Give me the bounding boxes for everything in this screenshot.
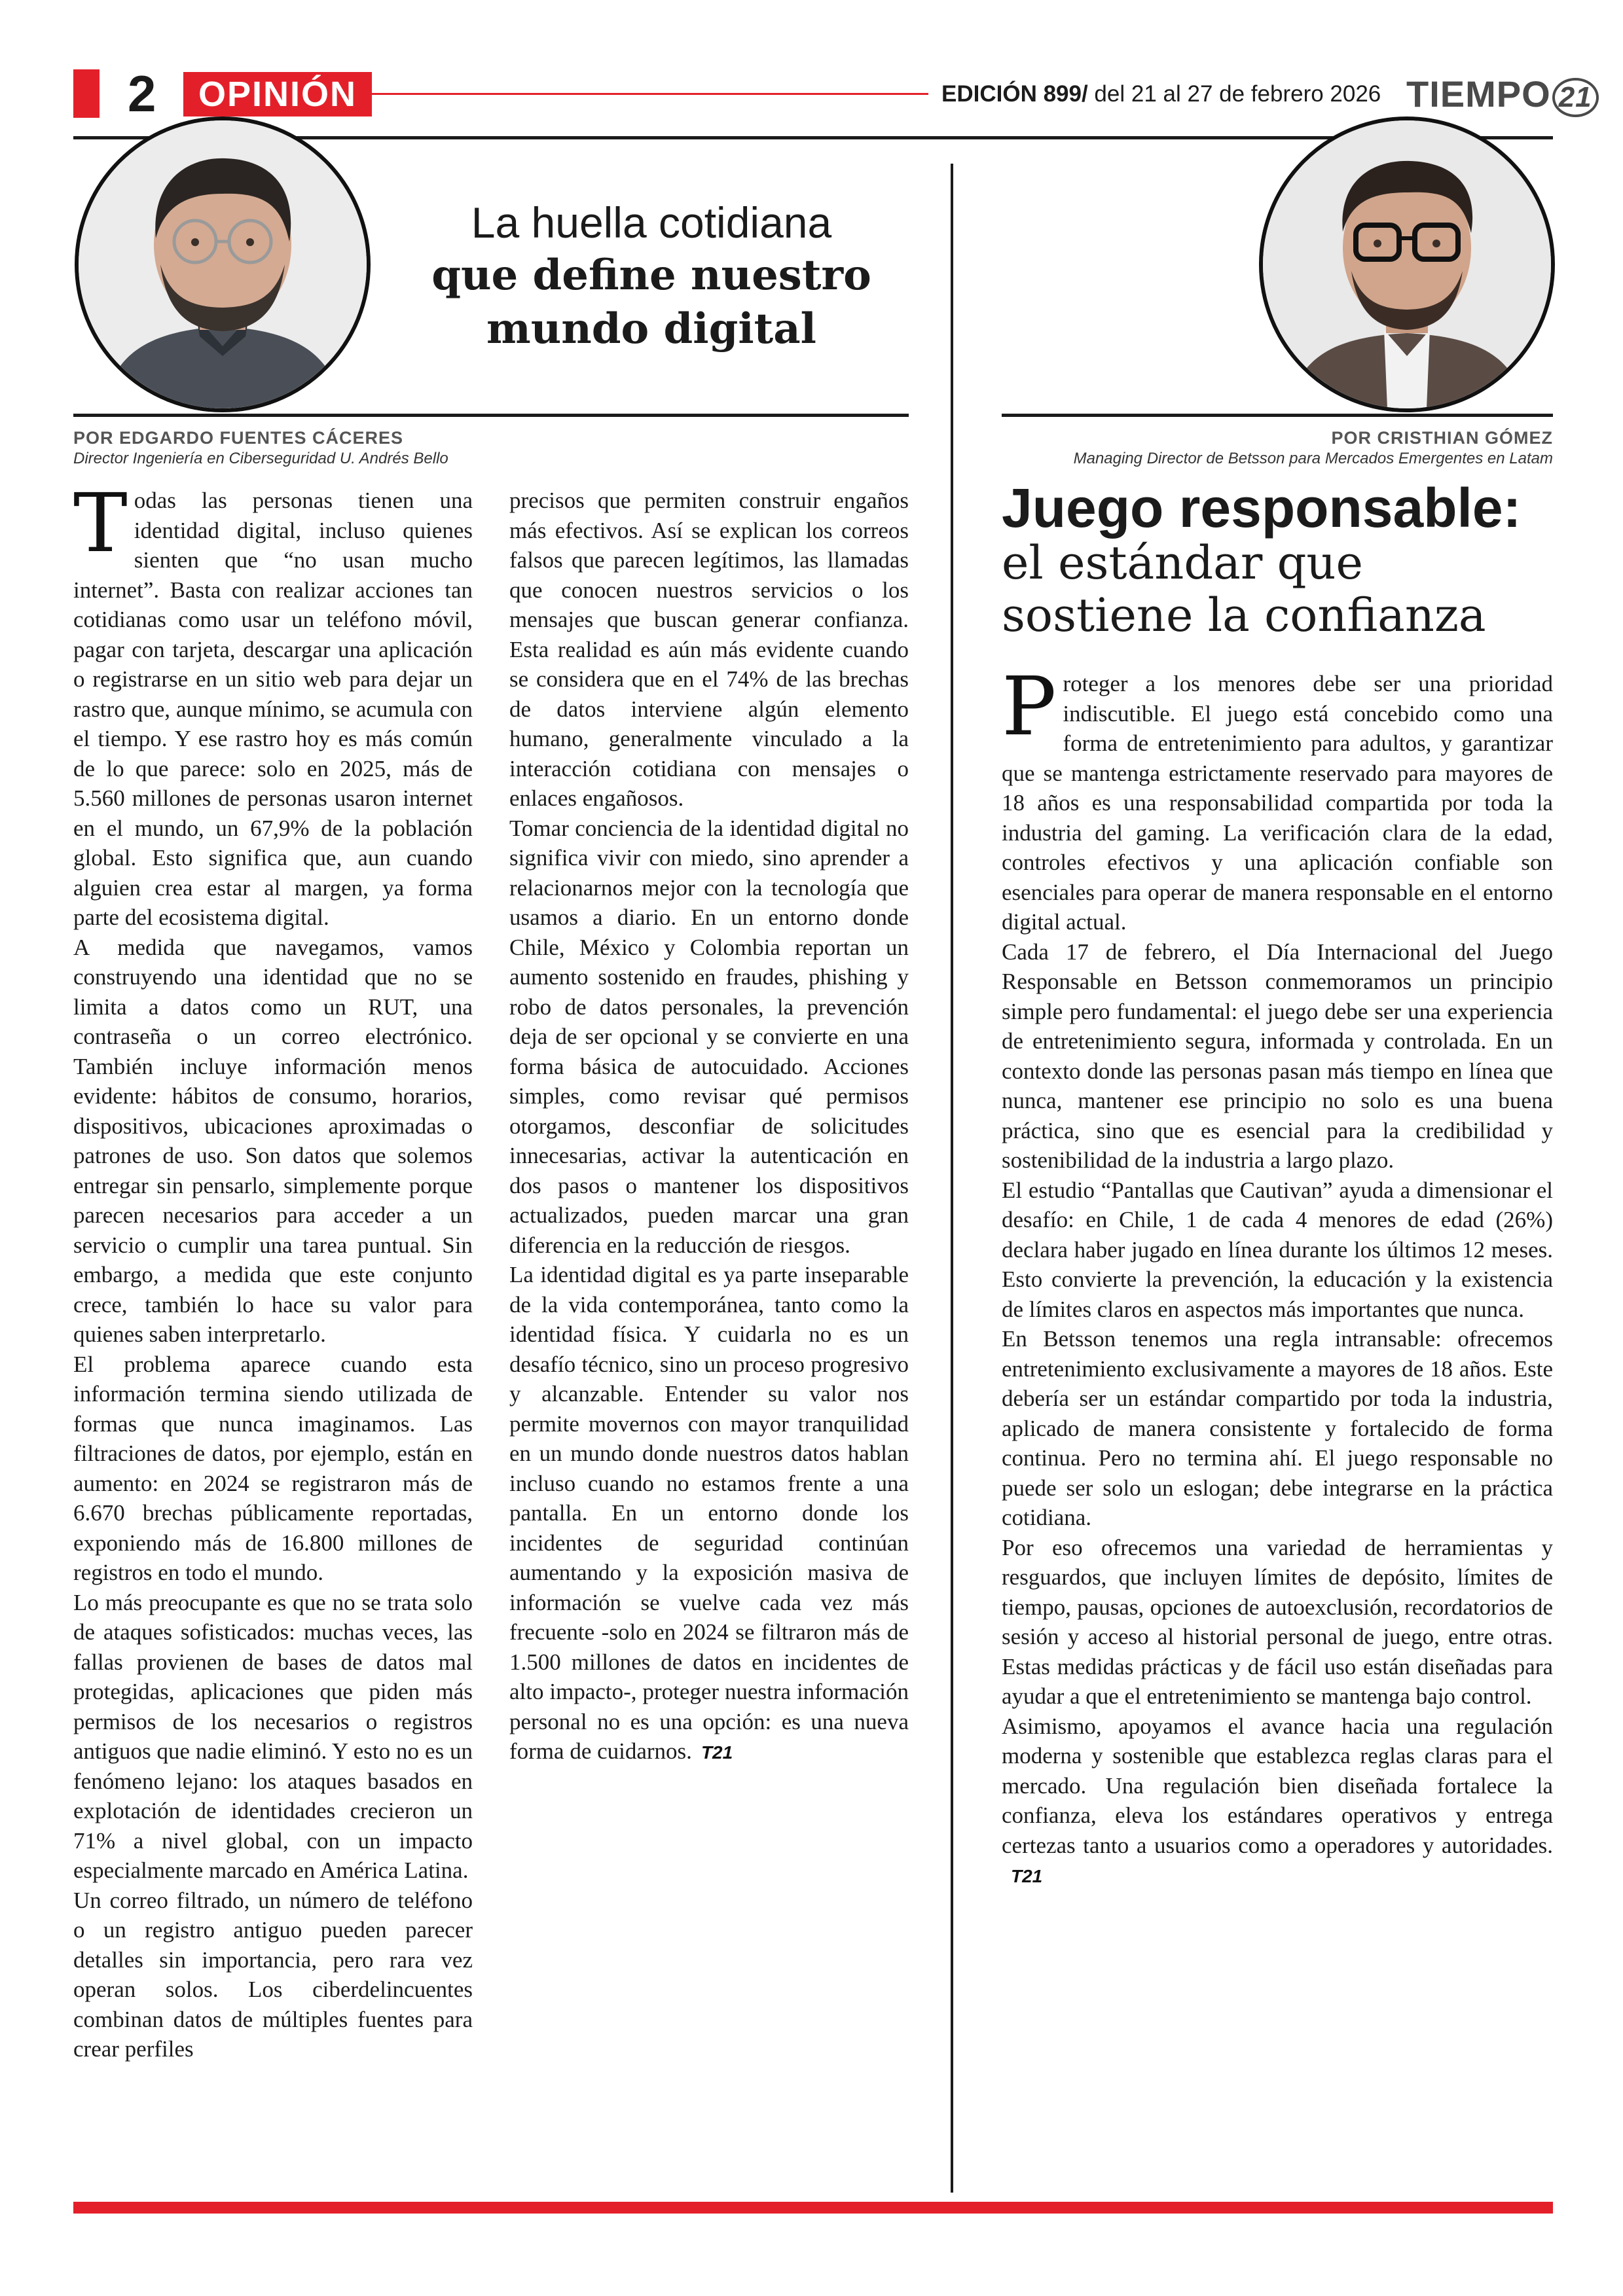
end-mark-icon: T21 xyxy=(701,1742,733,1763)
right-article-body xyxy=(1002,660,1553,1890)
drop-cap: T xyxy=(73,476,128,571)
article-paragraph: A medida que navegamos, vamos construyendo una identidad que no se limita a datos como un RUT, una contraseña o un correo electrónico. También incluye información menos evidente: hábitos de consumo, horarios, dispositivos, ubicaciones aproximadas o patrones de uso. Son datos que solemos entregar sin pensarlo, simplemente porque parecen necesarios para acceder a un servicio o cumplir una tarea puntual. Sin embargo, a medida que este conjunto crece, también lo hace su valor para quienes saben interpretarlo. xyxy=(73,934,473,1347)
article-paragraph: En Betsson tenemos una regla intransable: ofrecemos entretenimiento exclusivamente a mayores de 18 años. Este debería ser un estándar compartido por toda la industria, aplicado de manera consistente y fortalecido de forma continua. Pero no termina ahí. El juego responsable no puede ser solo un eslogan; debe integrarse en la práctica cotidiana. xyxy=(1002,1326,1553,1530)
edition-number: EDICIÓN 899/ xyxy=(941,81,1088,107)
drop-cap: P xyxy=(1002,660,1057,754)
person-illustration-icon xyxy=(1263,120,1551,408)
left-article-column-1 xyxy=(73,476,473,2064)
header-accent-line xyxy=(372,93,928,95)
article-paragraph: El estudio “Pantallas que Cautivan” ayuda a dimensionar el desafío: en Chile, 1 de cada 4 menores de edad (26%) declara haber jugado en línea durante los últimos 12 meses. Esto convierte la prevención, la educación y la existencia de límites claros en aspectos más importantes que nunca. xyxy=(1002,1177,1553,1322)
right-author-role: Managing Director de Betsson para Mercados Emergentes en Latam xyxy=(1073,450,1553,467)
left-author-name: POR EDGARDO FUENTES CÁCERES xyxy=(73,428,404,448)
author-portrait-left xyxy=(75,117,371,412)
article-paragraph: El problema aparece cuando esta información termina siendo utilizada de formas que nunca imaginamos. Las filtraciones de datos, por ejemplo, están en aumento: en 2024 se registraron más de 6.670 brechas públicamente reportadas, exponiendo más de 16.800 millones de registros en todo el mundo. xyxy=(73,1351,473,1585)
article-paragraph: Todas las personas tienen una identidad digital, incluso quienes sienten que “no usan mucho internet”. Basta con realizar acciones tan cotidianas como usar un teléfono móvil, pagar con tarjeta, descargar una aplicación o registrarse en un sitio web para dejar un rastro que, aunque mínimo, se acumula con el tiempo. Y ese rastro hoy es más común de lo que parece: solo en 2025, más de 5.560 millones de personas usaron internet en el mundo, un 67,9% de la población global. Esto significa que, aun cuando alguien crea estar al margen, ya forma parte del ecosistema digital. xyxy=(73,476,473,930)
person-illustration-icon xyxy=(79,120,367,408)
right-byline-rule xyxy=(1002,414,1553,417)
brand-name: TIEMPO xyxy=(1406,73,1551,115)
column-divider xyxy=(951,164,953,2193)
left-article-title-bold: que define nuestro mundo digital xyxy=(431,251,871,353)
end-mark-icon: T21 xyxy=(1011,1866,1043,1886)
right-author-name: POR CRISTHIAN GÓMEZ xyxy=(1331,428,1553,448)
section-label: OPINIÓN xyxy=(183,72,372,117)
left-article-column-2 xyxy=(509,486,909,1767)
left-author-role: Director Ingeniería en Ciberseguridad U. Andrés Bello xyxy=(73,450,448,467)
footer-rule xyxy=(73,2202,1553,2214)
article-paragraph: Asimismo, apoyamos el avance hacia una regulación moderna y sostenible que establezca reglas claras para el mercado. Una regulación bien diseñada fortalece la confianza, eleva los estándares operativos y entrega certezas tanto a usuarios como a operadores y autoridades.T21 xyxy=(1002,1713,1553,1886)
right-article-title-bold: Juego responsable: xyxy=(1002,477,1522,539)
brand-number: 21 xyxy=(1552,78,1599,117)
edition-dates: del 21 al 27 de febrero 2026 xyxy=(1087,81,1381,107)
article-paragraph: Un correo filtrado, un número de teléfono o un registro antiguo pueden parecer detalles sin importancia, pero rara vez operan solos. Los ciberdelincuentes combinan datos de múltiples fuentes para crear perfiles xyxy=(73,1887,473,2062)
page-number-marker xyxy=(73,69,100,118)
article-paragraph: Lo más preocupante es que no se trata solo de ataques sofisticados: muchas veces, las fallas provienen de bases de datos mal protegidas, aplicaciones que piden más permisos de los necesarios o registros antiguos que nadie eliminó. Y esto no es un fenómeno lejano: los ataques basados en explotación de identidades crecieron un 71% a nivel global, con un impacto especialmente marcado en América Latina. xyxy=(73,1589,473,1883)
article-paragraph: Por eso ofrecemos una variedad de herramientas y resguardos, que incluyen límites de depósito, límites de tiempo, pausas, opciones de autoexclusión, recordatorios de sesión y acceso al historial personal de juego, entre otras. Estas medidas prácticas y de fácil uso están diseñadas para ayudar a que el entretenimiento se mantenga bajo control. xyxy=(1002,1534,1553,1709)
author-portrait-right xyxy=(1259,117,1555,412)
left-article-title-light: La huella cotidiana xyxy=(471,198,832,247)
edition-info xyxy=(941,80,1381,109)
page-number: 2 xyxy=(128,65,156,122)
article-paragraph: Proteger a los menores debe ser una prioridad indiscutible. El juego está concebido como una forma de entretenimiento para adultos, y garantizar que se mantenga estrictamente reservado para mayores de 18 años es una responsabilidad compartida por toda la industria del gaming. La verificación clara de la edad, controles efectivos y una aplicación confiable son esenciales para operar de manera responsable en el entorno digital actual. xyxy=(1002,660,1553,935)
article-paragraph: La identidad digital es ya parte inseparable de la vida contemporánea, tanto como la identidad física. Y cuidarla no es un desafío técnico, sino un proceso progresivo y alcanzable. Entender su valor nos permite movernos con mayor tranquilidad en un mundo donde nuestros datos hablan incluso cuando no estamos frente a una pantalla. En un entorno donde los incidentes de seguridad continúan aumentando y la exposición masiva de información se vuelve cada vez más frecuente -solo en 2024 se filtraron más de 1.500 millones de datos en incidentes de alto impacto-, proteger nuestra información personal no es una opción: es una nueva forma de cuidarnos. T21 xyxy=(509,1262,909,1764)
article-paragraph: Cada 17 de febrero, el Día Internacional del Juego Responsable en Betsson conmemoramos un principio simple pero fundamental: el juego debe ser una experiencia de entretenimiento segura, informada y controlada. En un contexto donde las personas pasan más tiempo en línea que nunca, mantener ese principio no solo es una buena práctica, sino que es esencial para la credibilidad y sostenibilidad de la industria a largo plazo. xyxy=(1002,939,1553,1173)
article-paragraph: precisos que permiten construir engaños más efectivos. Así se explican los correos falsos que parecen legítimos, las llamadas que conocen nuestros servicios o los mensajes que buscan generar confianza. Esta realidad es aún más evidente cuando se considera que en el 74% de las brechas de datos interviene algún elemento humano, generalmente vinculado a la interacción cotidiana con mensajes o enlaces engañosos. xyxy=(509,488,909,811)
right-article-title-serif: el estándar que sostiene la confianza xyxy=(1002,536,1486,642)
article-paragraph: Tomar conciencia de la identidad digital no significa vivir con miedo, sino aprender a relacionarnos mejor con la tecnología que usamos a diario. En un entorno donde Chile, México y Colombia reportan un aumento sostenido en fraudes, phishing y robo de datos personales, la prevención deja de ser opcional y se convierte en una forma básica de autocuidado. Acciones simples, como revisar qué permisos otorgamos, desconfiar de solicitudes innecesarias, activar la autenticación en dos pasos o mantener los dispositivos actualizados, pueden marcar una gran diferencia en la reducción de riesgos. xyxy=(509,815,909,1258)
brand-logo xyxy=(1406,72,1599,117)
left-byline-rule xyxy=(73,414,909,417)
